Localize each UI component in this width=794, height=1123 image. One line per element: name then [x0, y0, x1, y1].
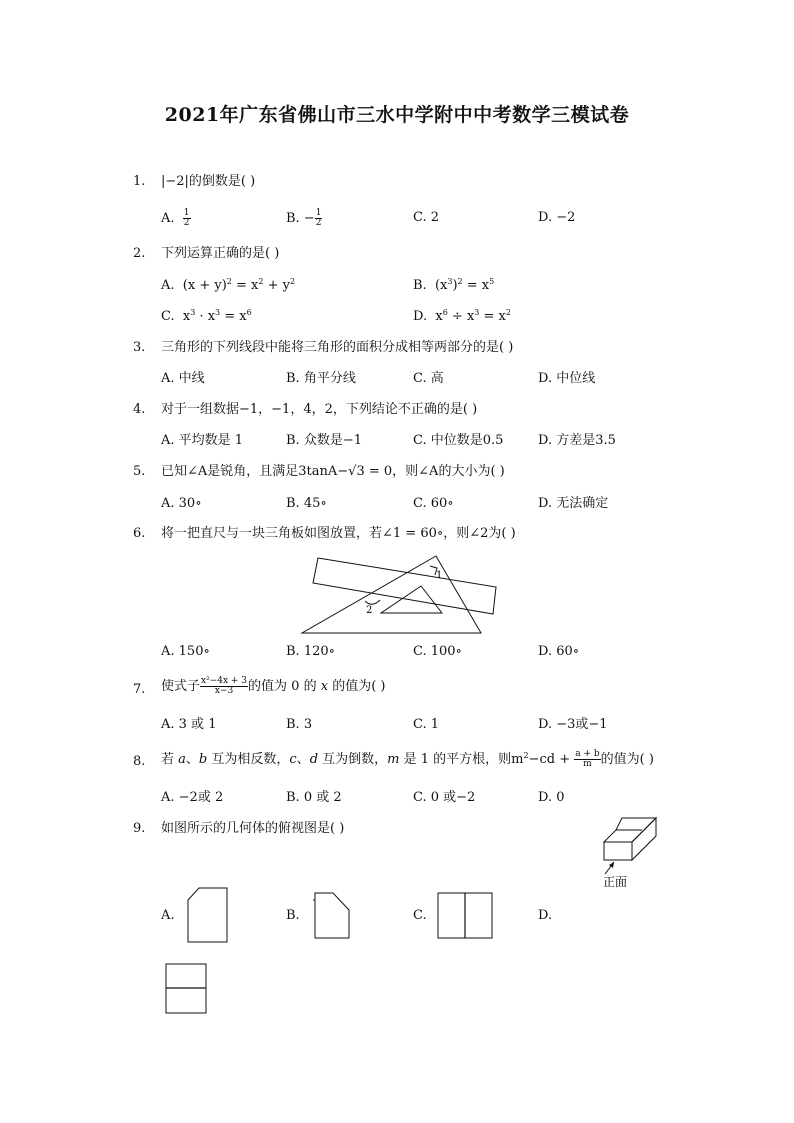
q2-stem: 下列运算正确的是( )	[161, 246, 280, 261]
q9-stem: 如图所示的几何体的俯视图是( )	[161, 821, 345, 836]
q7-stem: 使式子 $\frac{\text{x²−4x + 3}}{x-3}$ 的值为 0 的 x 的值为( )	[161, 676, 386, 696]
q8-fraction: $\frac{a + b}{m}$	[575, 749, 600, 769]
q8-option-d[interactable]: D. 0	[538, 790, 565, 805]
q1-option-b-label: B.	[286, 211, 300, 226]
q6-number: 6.	[133, 526, 146, 541]
q9-option-c[interactable]: C.	[413, 908, 427, 923]
q2-option-d[interactable]: D. $x^6 \div x^3 = x^2$	[413, 308, 511, 324]
q6-option-c[interactable]: C. 100∘	[413, 644, 462, 659]
q4-option-d[interactable]: D. 方差是3.5	[538, 433, 616, 448]
q3-option-a[interactable]: A. 中线	[161, 371, 205, 386]
q4-option-c[interactable]: C. 中位数是0.5	[413, 433, 504, 448]
q2-option-c[interactable]: C. $x^3 \cdot x^3 = x^6$	[161, 308, 252, 324]
q9-option-b[interactable]: B.	[286, 908, 300, 923]
q4-stem: 对于一组数据−1，−1，4，2，下列结论不正确的是( )	[161, 402, 478, 417]
q7-option-c[interactable]: C. 1	[413, 717, 440, 732]
solid-side-face	[632, 818, 656, 860]
q4-option-a[interactable]: A. 平均数是 1	[161, 433, 244, 448]
page-title: 2021年广东省佛山市三水中学附中中考数学三模试卷	[164, 104, 630, 126]
q7-option-d[interactable]: D. −3或−1	[538, 717, 608, 732]
q3-option-d[interactable]: D. 中位线	[538, 371, 596, 386]
q5-option-b[interactable]: B. 45∘	[286, 496, 327, 511]
q6-option-a[interactable]: A. 150∘	[161, 644, 210, 659]
q7-option-a[interactable]: A. 3 或 1	[161, 717, 217, 732]
q5-stem: 已知∠A是锐角，且满足3tanA−√3 = 0，则∠A的大小为( )	[161, 464, 505, 479]
q3-option-b[interactable]: B. 角平分线	[286, 371, 356, 386]
q1-stem: |−2|的倒数是( )	[161, 174, 256, 189]
angle-label-2: 2	[366, 605, 373, 616]
q7-fraction: $\frac{\text{x²−4x + 3}}{x-3}$	[201, 676, 248, 696]
q6-option-d[interactable]: D. 60∘	[538, 644, 580, 659]
q6-option-b[interactable]: B. 120∘	[286, 644, 336, 659]
q8-option-a[interactable]: A. −2或 2	[161, 790, 224, 805]
q3-option-c[interactable]: C. 高	[413, 371, 444, 386]
q6-stem: 将一把直尺与一块三角板如图放置，若∠1 = 60∘，则∠2为( )	[161, 526, 516, 541]
q1-option-a-label: A.	[161, 211, 175, 226]
q2-option-b[interactable]: B. $(x^3)^2 = x^5$	[413, 277, 495, 293]
q1-option-d[interactable]: D. −2	[538, 210, 576, 225]
solid-front-face	[604, 842, 632, 860]
q9-option-a[interactable]: A.	[161, 908, 175, 923]
q8-number: 8.	[133, 754, 146, 769]
q1-number: 1.	[133, 174, 146, 189]
q5-option-c[interactable]: C. 60∘	[413, 496, 454, 511]
q3-number: 3.	[133, 340, 146, 355]
q2-number: 2.	[133, 246, 146, 261]
angle-label-1: 1	[436, 570, 443, 581]
q1-option-c[interactable]: C. 2	[413, 210, 440, 225]
q5-number: 5.	[133, 464, 146, 479]
q4-number: 4.	[133, 402, 146, 417]
q9-number: 9.	[133, 821, 146, 836]
q5-option-a[interactable]: A. 30∘	[161, 496, 202, 511]
q8-option-b[interactable]: B. 0 或 2	[286, 790, 342, 805]
q8-option-c[interactable]: C. 0 或−2	[413, 790, 476, 805]
q9-option-a-shape	[188, 888, 227, 942]
q2-option-a[interactable]: A. $(x + y)^2 = x^2 + y^2$	[161, 277, 296, 293]
q1-option-b-sign: −	[303, 211, 315, 226]
q5-option-d[interactable]: D. 无法确定	[538, 496, 609, 511]
q9-option-b-shape	[315, 893, 349, 938]
q1-option-a-fraction: $\frac{1}{2}$	[183, 208, 190, 228]
front-label: 正面	[603, 875, 628, 889]
q4-option-b[interactable]: B. 众数是−1	[286, 433, 362, 448]
q9-option-d[interactable]: D.	[538, 908, 553, 923]
q7-number: 7.	[133, 682, 146, 697]
q7-option-b[interactable]: B. 3	[286, 717, 313, 732]
q3-stem: 三角形的下列线段中能将三角形的面积分成相等两部分的是( )	[161, 340, 514, 355]
q8-stem: 若 a、b 互为相反数，c、d 互为倒数，m 是 1 的平方根，则$m^2-cd$ + $\frac{a + b}{m}$ 的值为( )	[161, 749, 654, 769]
q1-option-b-fraction: $\frac{1}{2}$	[315, 208, 322, 228]
